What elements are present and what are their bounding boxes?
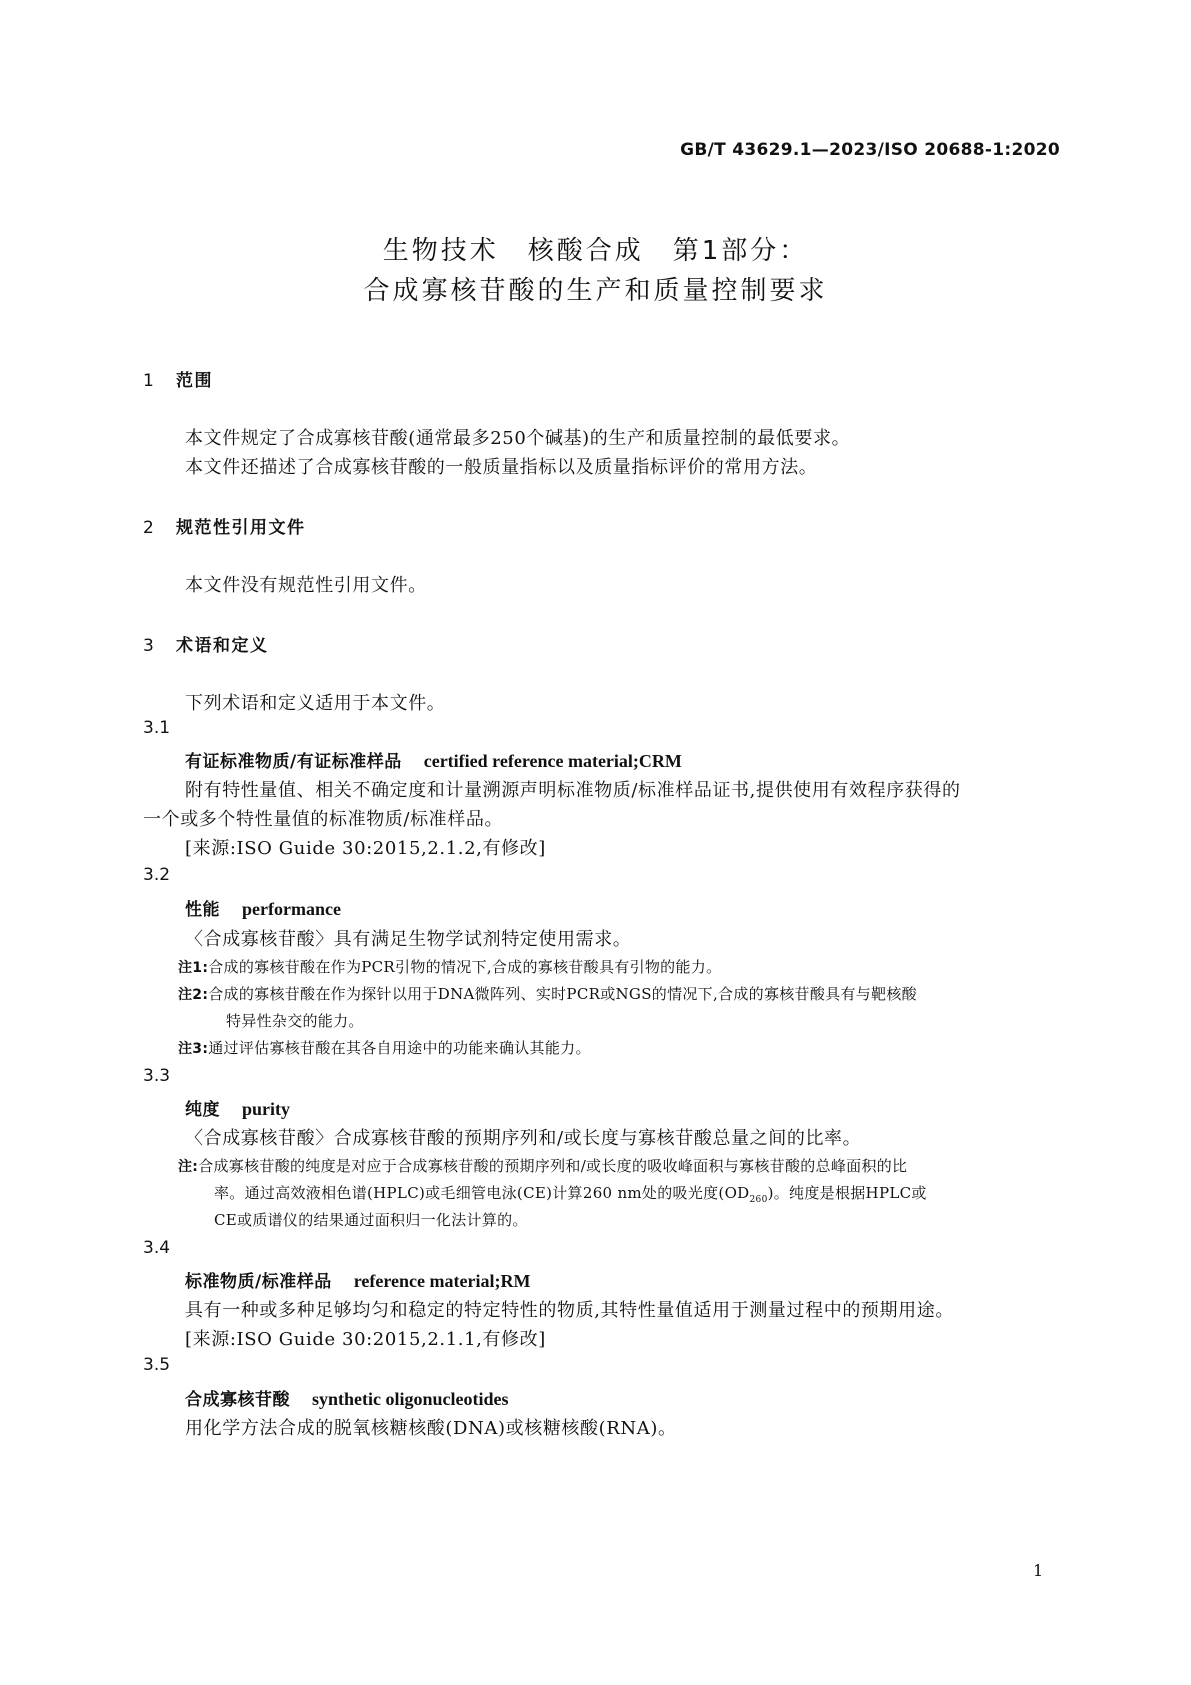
term-3-4 xyxy=(185,1267,530,1292)
clause-number-3-4: 3.4 xyxy=(143,1238,171,1258)
note-text: 率。通过高效液相色谱(HPLC)或毛细管电泳(CE)计算260 nm处的吸光度(OD xyxy=(214,1184,750,1202)
clause-number-3-3: 3.3 xyxy=(143,1066,171,1086)
term-3-1 xyxy=(185,747,682,772)
clause-number-3-5: 3.5 xyxy=(143,1355,171,1375)
note-2-continued: 特异性杂交的能力。 xyxy=(226,1012,364,1030)
term-en: performance xyxy=(242,899,341,919)
subscript: 260 xyxy=(749,1195,768,1205)
section-number: 1 xyxy=(143,371,154,391)
note-continued: CE或质谱仪的结果通过面积归一化法计算的。 xyxy=(214,1211,528,1229)
document-title-line1: 生物技术 核酸合成 第1部分： xyxy=(382,236,809,266)
document-title-line2: 合成寡核苷酸的生产和质量控制要求 xyxy=(363,276,828,306)
source-reference: [来源:ISO Guide 30:2015,2.1.2,有修改] xyxy=(185,838,546,859)
section-title: 范围 xyxy=(176,371,213,391)
note-text: 合成寡核苷酸的纯度是对应于合成寡核苷酸的预期序列和/或长度的吸收峰面积与寡核苷酸的总峰面积的比 xyxy=(198,1157,908,1175)
section-number: 3 xyxy=(143,636,154,656)
note-text: )。纯度是根据HPLC或 xyxy=(767,1184,927,1202)
term-zh: 有证标准物质/有证标准样品 xyxy=(185,752,402,772)
standard-number: GB/T 43629.1—2023/ISO 20688-1:2020 xyxy=(680,140,1060,160)
paragraph: 下列术语和定义适用于本文件。 xyxy=(185,693,446,714)
section-title: 术语和定义 xyxy=(176,636,269,656)
note-label: 注2: xyxy=(178,987,209,1003)
term-3-5 xyxy=(185,1385,509,1410)
term-3-2 xyxy=(185,895,341,920)
paragraph: 本文件规定了合成寡核苷酸(通常最多250个碱基)的生产和质量控制的最低要求。 xyxy=(185,428,851,449)
paragraph: 本文件还描述了合成寡核苷酸的一般质量指标以及质量指标评价的常用方法。 xyxy=(185,457,818,478)
section-2-heading xyxy=(143,513,306,538)
definition: 用化学方法合成的脱氧核糖核酸(DNA)或核糖核酸(RNA)。 xyxy=(185,1418,677,1439)
clause-number-3-2: 3.2 xyxy=(143,865,171,885)
term-en: certified reference material;CRM xyxy=(423,751,682,771)
page-number: 1 xyxy=(1033,1561,1044,1580)
note xyxy=(178,1155,907,1176)
term-zh: 合成寡核苷酸 xyxy=(185,1390,290,1410)
paragraph: 本文件没有规范性引用文件。 xyxy=(185,575,427,596)
definition: 〈合成寡核苷酸〉具有满足生物学试剂特定使用需求。 xyxy=(185,929,632,950)
definition-continued: 一个或多个特性量值的标准物质/标准样品。 xyxy=(143,809,504,830)
term-zh: 标准物质/标准样品 xyxy=(185,1272,332,1292)
term-zh: 性能 xyxy=(185,900,220,920)
definition: 〈合成寡核苷酸〉合成寡核苷酸的预期序列和/或长度与寡核苷酸总量之间的比率。 xyxy=(185,1128,862,1149)
note-label: 注: xyxy=(178,1159,199,1175)
term-en: purity xyxy=(242,1099,291,1119)
term-en: synthetic oligonucleotides xyxy=(312,1389,509,1409)
note-text: 合成的寡核苷酸在作为PCR引物的情况下,合成的寡核苷酸具有引物的能力。 xyxy=(208,958,722,976)
section-3-heading xyxy=(143,631,269,656)
note-3 xyxy=(178,1037,591,1058)
section-number: 2 xyxy=(143,518,154,538)
note-label: 注1: xyxy=(178,960,209,976)
section-1-heading xyxy=(143,366,213,391)
source-reference: [来源:ISO Guide 30:2015,2.1.1,有修改] xyxy=(185,1329,546,1350)
note-continued xyxy=(214,1182,927,1205)
clause-number-3-1: 3.1 xyxy=(143,718,171,738)
note-text: 通过评估寡核苷酸在其各自用途中的功能来确认其能力。 xyxy=(208,1039,591,1057)
note-label: 注3: xyxy=(178,1041,209,1057)
term-en: reference material;RM xyxy=(353,1271,531,1291)
section-title: 规范性引用文件 xyxy=(176,518,306,538)
term-zh: 纯度 xyxy=(185,1100,220,1120)
note-1 xyxy=(178,956,721,977)
term-3-3 xyxy=(185,1095,290,1120)
definition: 具有一种或多种足够均匀和稳定的特定特性的物质,其特性量值适用于测量过程中的预期用途。 xyxy=(185,1300,954,1321)
note-2 xyxy=(178,983,917,1004)
note-text: 合成的寡核苷酸在作为探针以用于DNA微阵列、实时PCR或NGS的情况下,合成的寡核苷酸具有与靶核酸 xyxy=(208,985,917,1003)
definition: 附有特性量值、相关不确定度和计量溯源声明标准物质/标准样品证书,提供使用有效程序获得的 xyxy=(185,780,961,801)
